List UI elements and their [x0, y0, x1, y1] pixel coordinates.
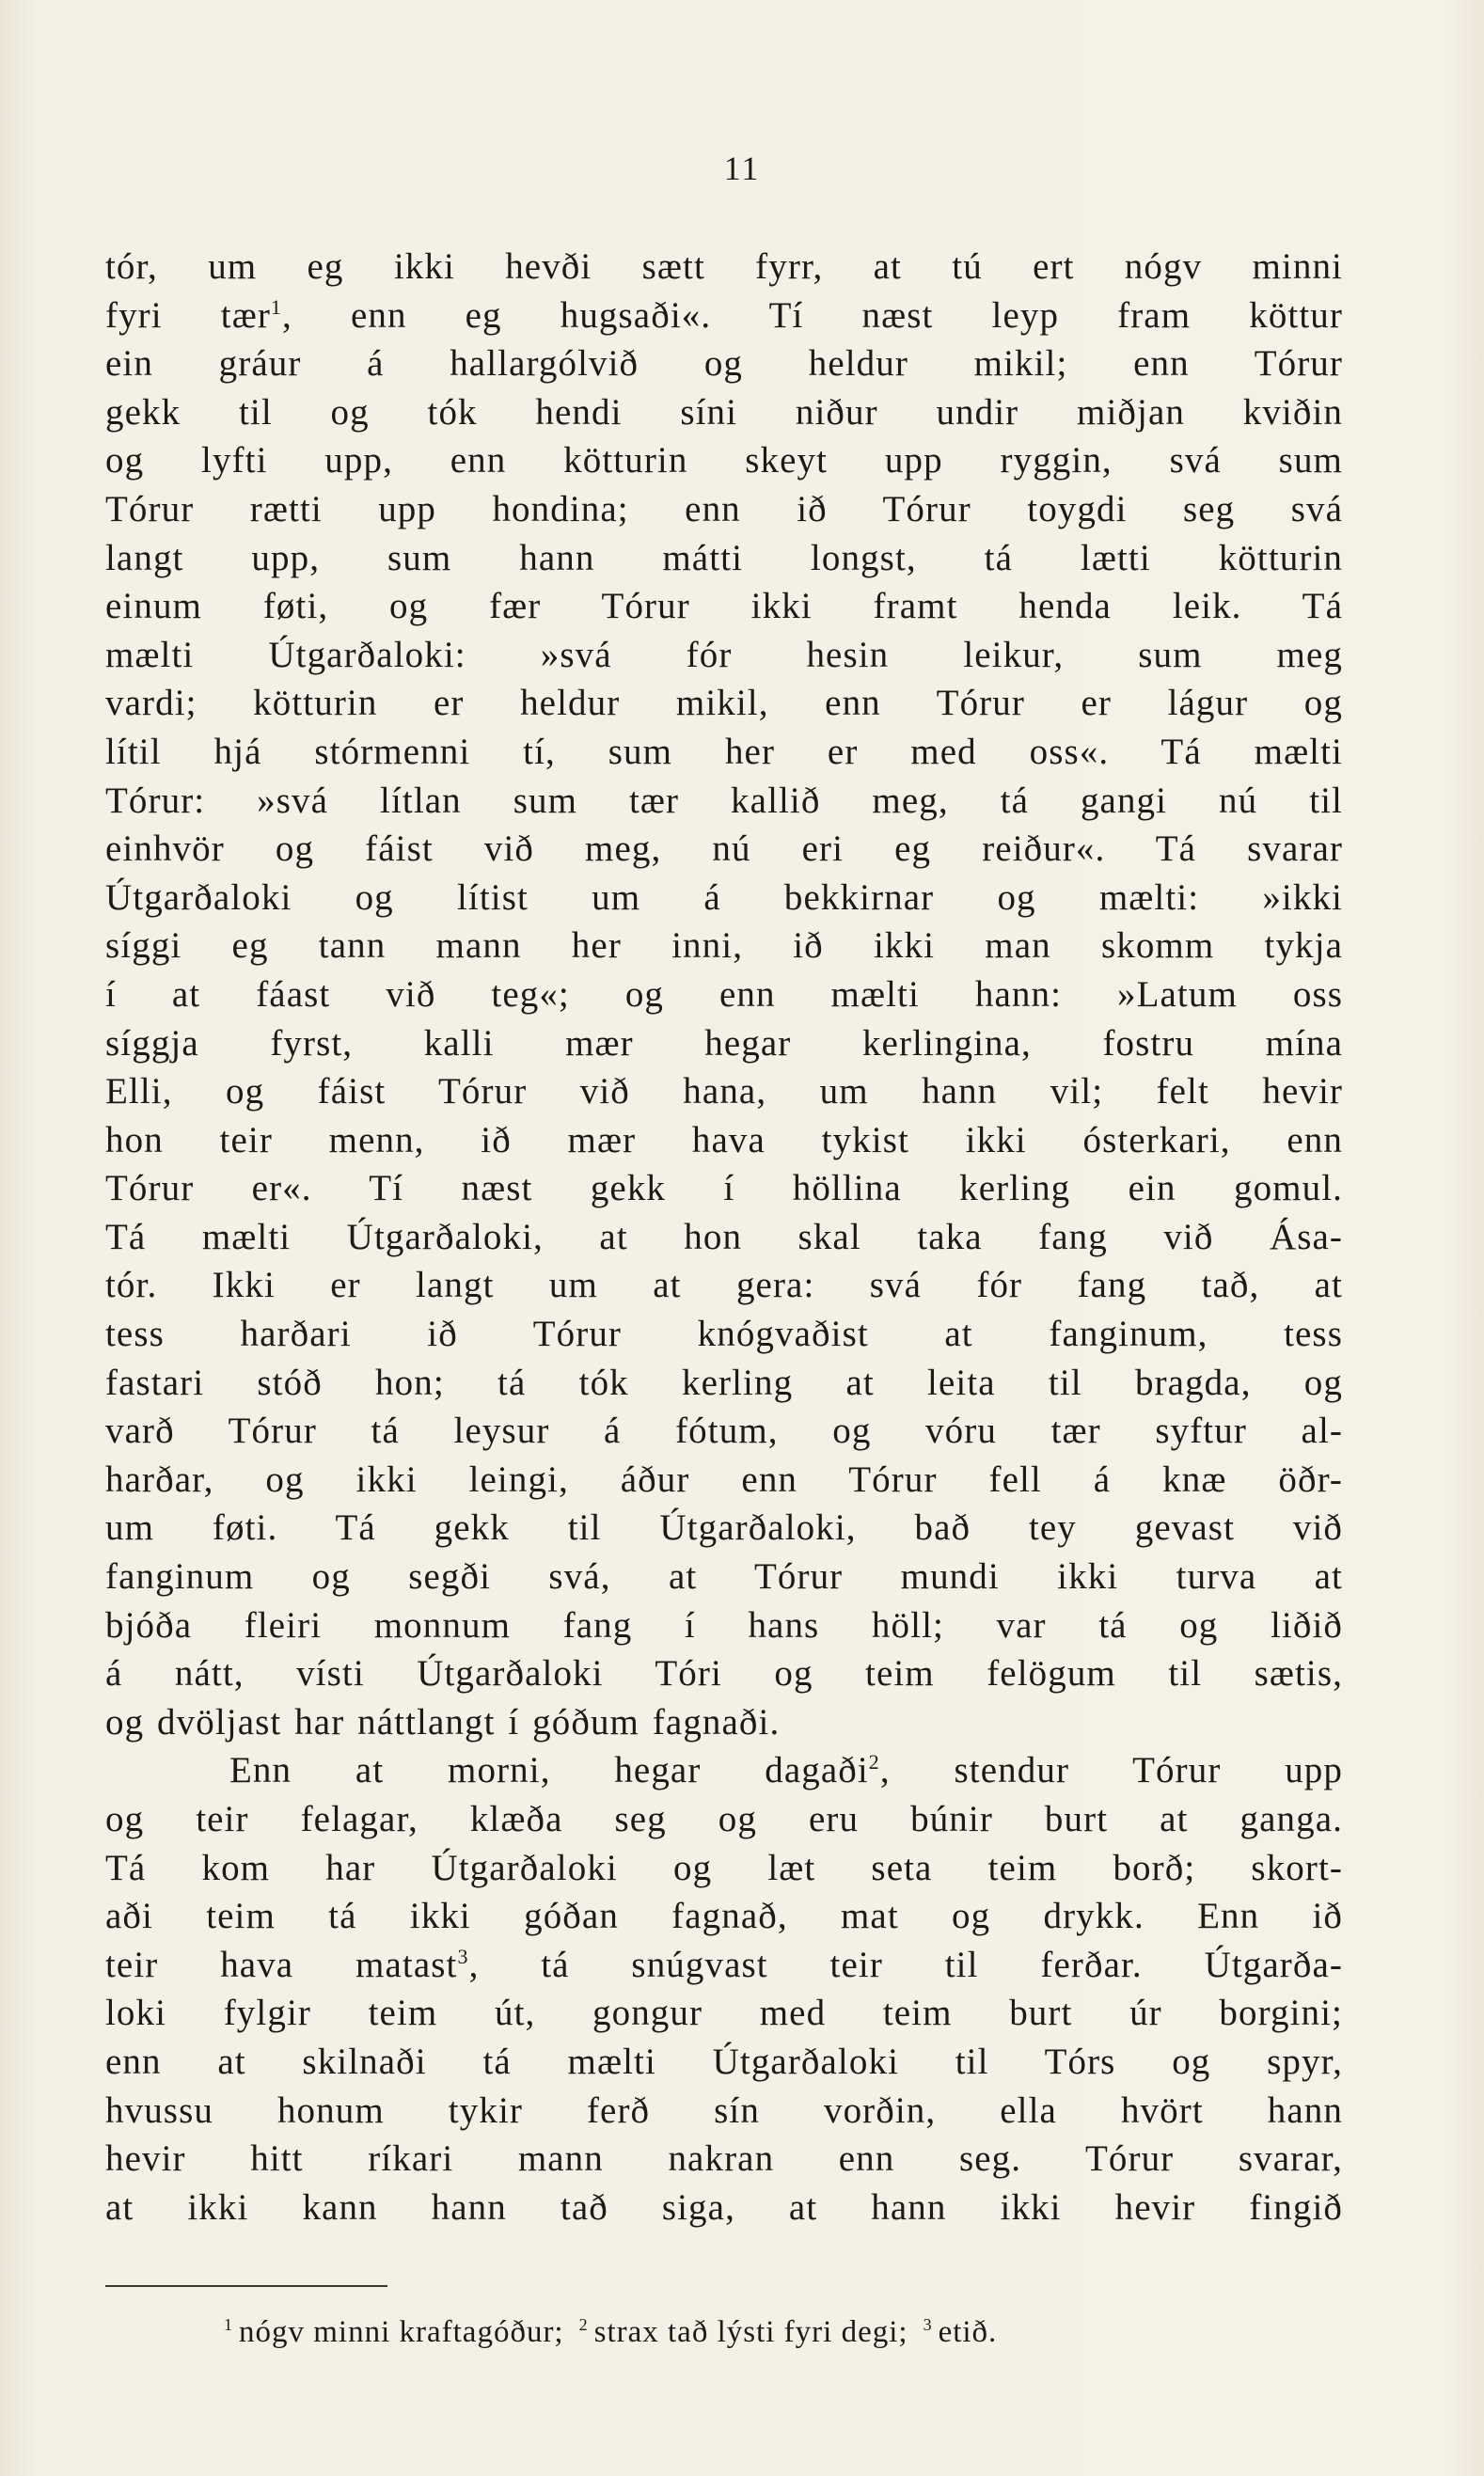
- footnote-text: etið.: [938, 2315, 998, 2349]
- text-line: tór, um eg ikki hevði sætt fyrr, at tú ert nógv minni: [105, 246, 1343, 287]
- text-line: at ikki kann hann tað siga, at hann ikki hevir fingið: [105, 2186, 1343, 2228]
- text-line-part: teir hava matast: [105, 1944, 458, 1985]
- footnote-text: strax tað lýsti fyri degi;: [593, 2315, 908, 2349]
- text-line: síggja fyrst, kalli mær hegar kerlingina, fostru mína: [105, 1022, 1343, 1064]
- footnote-reference: 2: [868, 1750, 880, 1774]
- text-line: hon teir menn, ið mær hava tykist ikki ósterkari, enn: [105, 1119, 1343, 1160]
- footnote-reference: 1: [270, 294, 283, 319]
- text-line-part: , tá snúgvast teir til ferðar. Útgarða-: [468, 1944, 1343, 1985]
- footnote: [924, 2315, 998, 2349]
- text-line: [105, 1941, 1343, 1990]
- text-line: loki fylgir teim út, gongur med teim burt úr borgini;: [105, 1993, 1343, 2034]
- footnote: [579, 2315, 908, 2349]
- text-line: Tórur: »svá lítlan sum tær kallið meg, tá gangi nú til: [105, 780, 1343, 821]
- text-line: Tórur er«. Tí næst gekk í höllina kerling ein gomul.: [105, 1168, 1343, 1209]
- text-line: Elli, og fáist Tórur við hana, um hann vil; felt hevir: [105, 1071, 1343, 1112]
- text-line-part: Enn at morni, hegar dagaði: [229, 1750, 869, 1791]
- text-line: hevir hitt ríkari mann nakran enn seg. Tórur svarar,: [105, 2138, 1343, 2180]
- footnote: [224, 2315, 564, 2349]
- text-line: Útgarðaloki og lítist um á bekkirnar og mælti: »ikki: [105, 876, 1343, 918]
- footnote-text: nógv minni kraftagóður;: [239, 2315, 564, 2349]
- text-line: síggi eg tann mann her inni, ið ikki man skomm tykja: [105, 925, 1343, 967]
- text-line: [105, 292, 1343, 340]
- text-line-part: , stendur Tórur upp: [879, 1750, 1343, 1791]
- text-line: og lyfti upp, enn kötturin skeyt upp ryggin, svá sum: [105, 440, 1343, 481]
- text-line: fastari stóð hon; tá tók kerling at leita til bragda, og: [105, 1362, 1343, 1403]
- footnote-mark: 3: [923, 2315, 933, 2334]
- text-line: bjóða fleiri monnum fang í hans höll; var tá og liðið: [105, 1604, 1343, 1646]
- page-number: 11: [723, 150, 761, 187]
- text-line: tór. Ikki er langt um at gera: svá fór fang tað, at: [105, 1265, 1343, 1306]
- text-line: um føti. Tá gekk til Útgarðaloki, bað tey gevast við: [105, 1507, 1343, 1549]
- text-line: enn at skilnaði tá mælti Útgarðaloki til Tórs og spyr,: [105, 2041, 1343, 2082]
- text-line: fanginum og segði svá, at Tórur mundi ikki turva at: [105, 1556, 1343, 1598]
- body-text: [105, 243, 1343, 2232]
- footnote-mark: 2: [578, 2315, 589, 2334]
- text-line-part: fyri tær: [105, 294, 271, 336]
- text-line: mælti Útgarðaloki: »svá fór hesin leikur, sum meg: [105, 634, 1343, 675]
- text-line: og dvöljast har náttlangt í góðum fagnaði.: [105, 1701, 781, 1743]
- text-line: ein gráur á hallargólvið og heldur mikil; enn Tórur: [105, 343, 1343, 385]
- text-line: lítil hjá stórmenni tí, sum her er med oss«. Tá mælti: [105, 731, 1343, 772]
- text-line: hvussu honum tykir ferð sín vorðin, ella hvört hann: [105, 2090, 1343, 2131]
- text-line: harðar, og ikki leingi, áður enn Tórur fell á knæ öðr-: [105, 1459, 1343, 1500]
- text-line: og teir felagar, klæða seg og eru búnir burt at ganga.: [105, 1799, 1343, 1839]
- text-line: gekk til og tók hendi síni niður undir miðjan kviðin: [105, 391, 1343, 433]
- text-line: langt upp, sum hann mátti longst, tá lætti kötturin: [105, 537, 1343, 578]
- text-line: varð Tórur tá leysur á fótum, og vóru tær syftur al-: [105, 1411, 1343, 1452]
- text-line: í at fáast við teg«; og enn mælti hann: »Latum oss: [105, 973, 1343, 1015]
- footnote-reference: 3: [457, 1944, 469, 1968]
- text-line: Tá mælti Útgarðaloki, at hon skal taka fang við Ása-: [105, 1216, 1343, 1257]
- text-line: tess harðari ið Tórur knógvaðist at fanginum, tess: [105, 1314, 1343, 1355]
- footnote-mark: 1: [224, 2315, 233, 2334]
- text-line: Tórur rætti upp hondina; enn ið Tórur toygdi seg svá: [105, 488, 1343, 529]
- text-line: á nátt, vísti Útgarðaloki Tóri og teim felögum til sætis,: [105, 1653, 1343, 1695]
- text-line: [105, 1746, 1343, 1795]
- footnotes: [224, 2315, 997, 2350]
- text-line: aði teim tá ikki góðan fagnað, mat og drykk. Enn ið: [105, 1896, 1343, 1937]
- text-line: einhvör og fáist við meg, nú eri eg reiður«. Tá svarar: [105, 828, 1343, 870]
- text-line: Tá kom har Útgarðaloki og læt seta teim borð; skort-: [105, 1847, 1343, 1888]
- text-line: einum føti, og fær Tórur ikki framt henda leik. Tá: [105, 586, 1343, 627]
- text-line-part: , enn eg hugsaði«. Tí næst leyp fram köttur: [282, 294, 1343, 336]
- footnote-divider: [105, 2285, 387, 2287]
- text-line: vardi; kötturin er heldur mikil, enn Tórur er lágur og: [105, 683, 1343, 724]
